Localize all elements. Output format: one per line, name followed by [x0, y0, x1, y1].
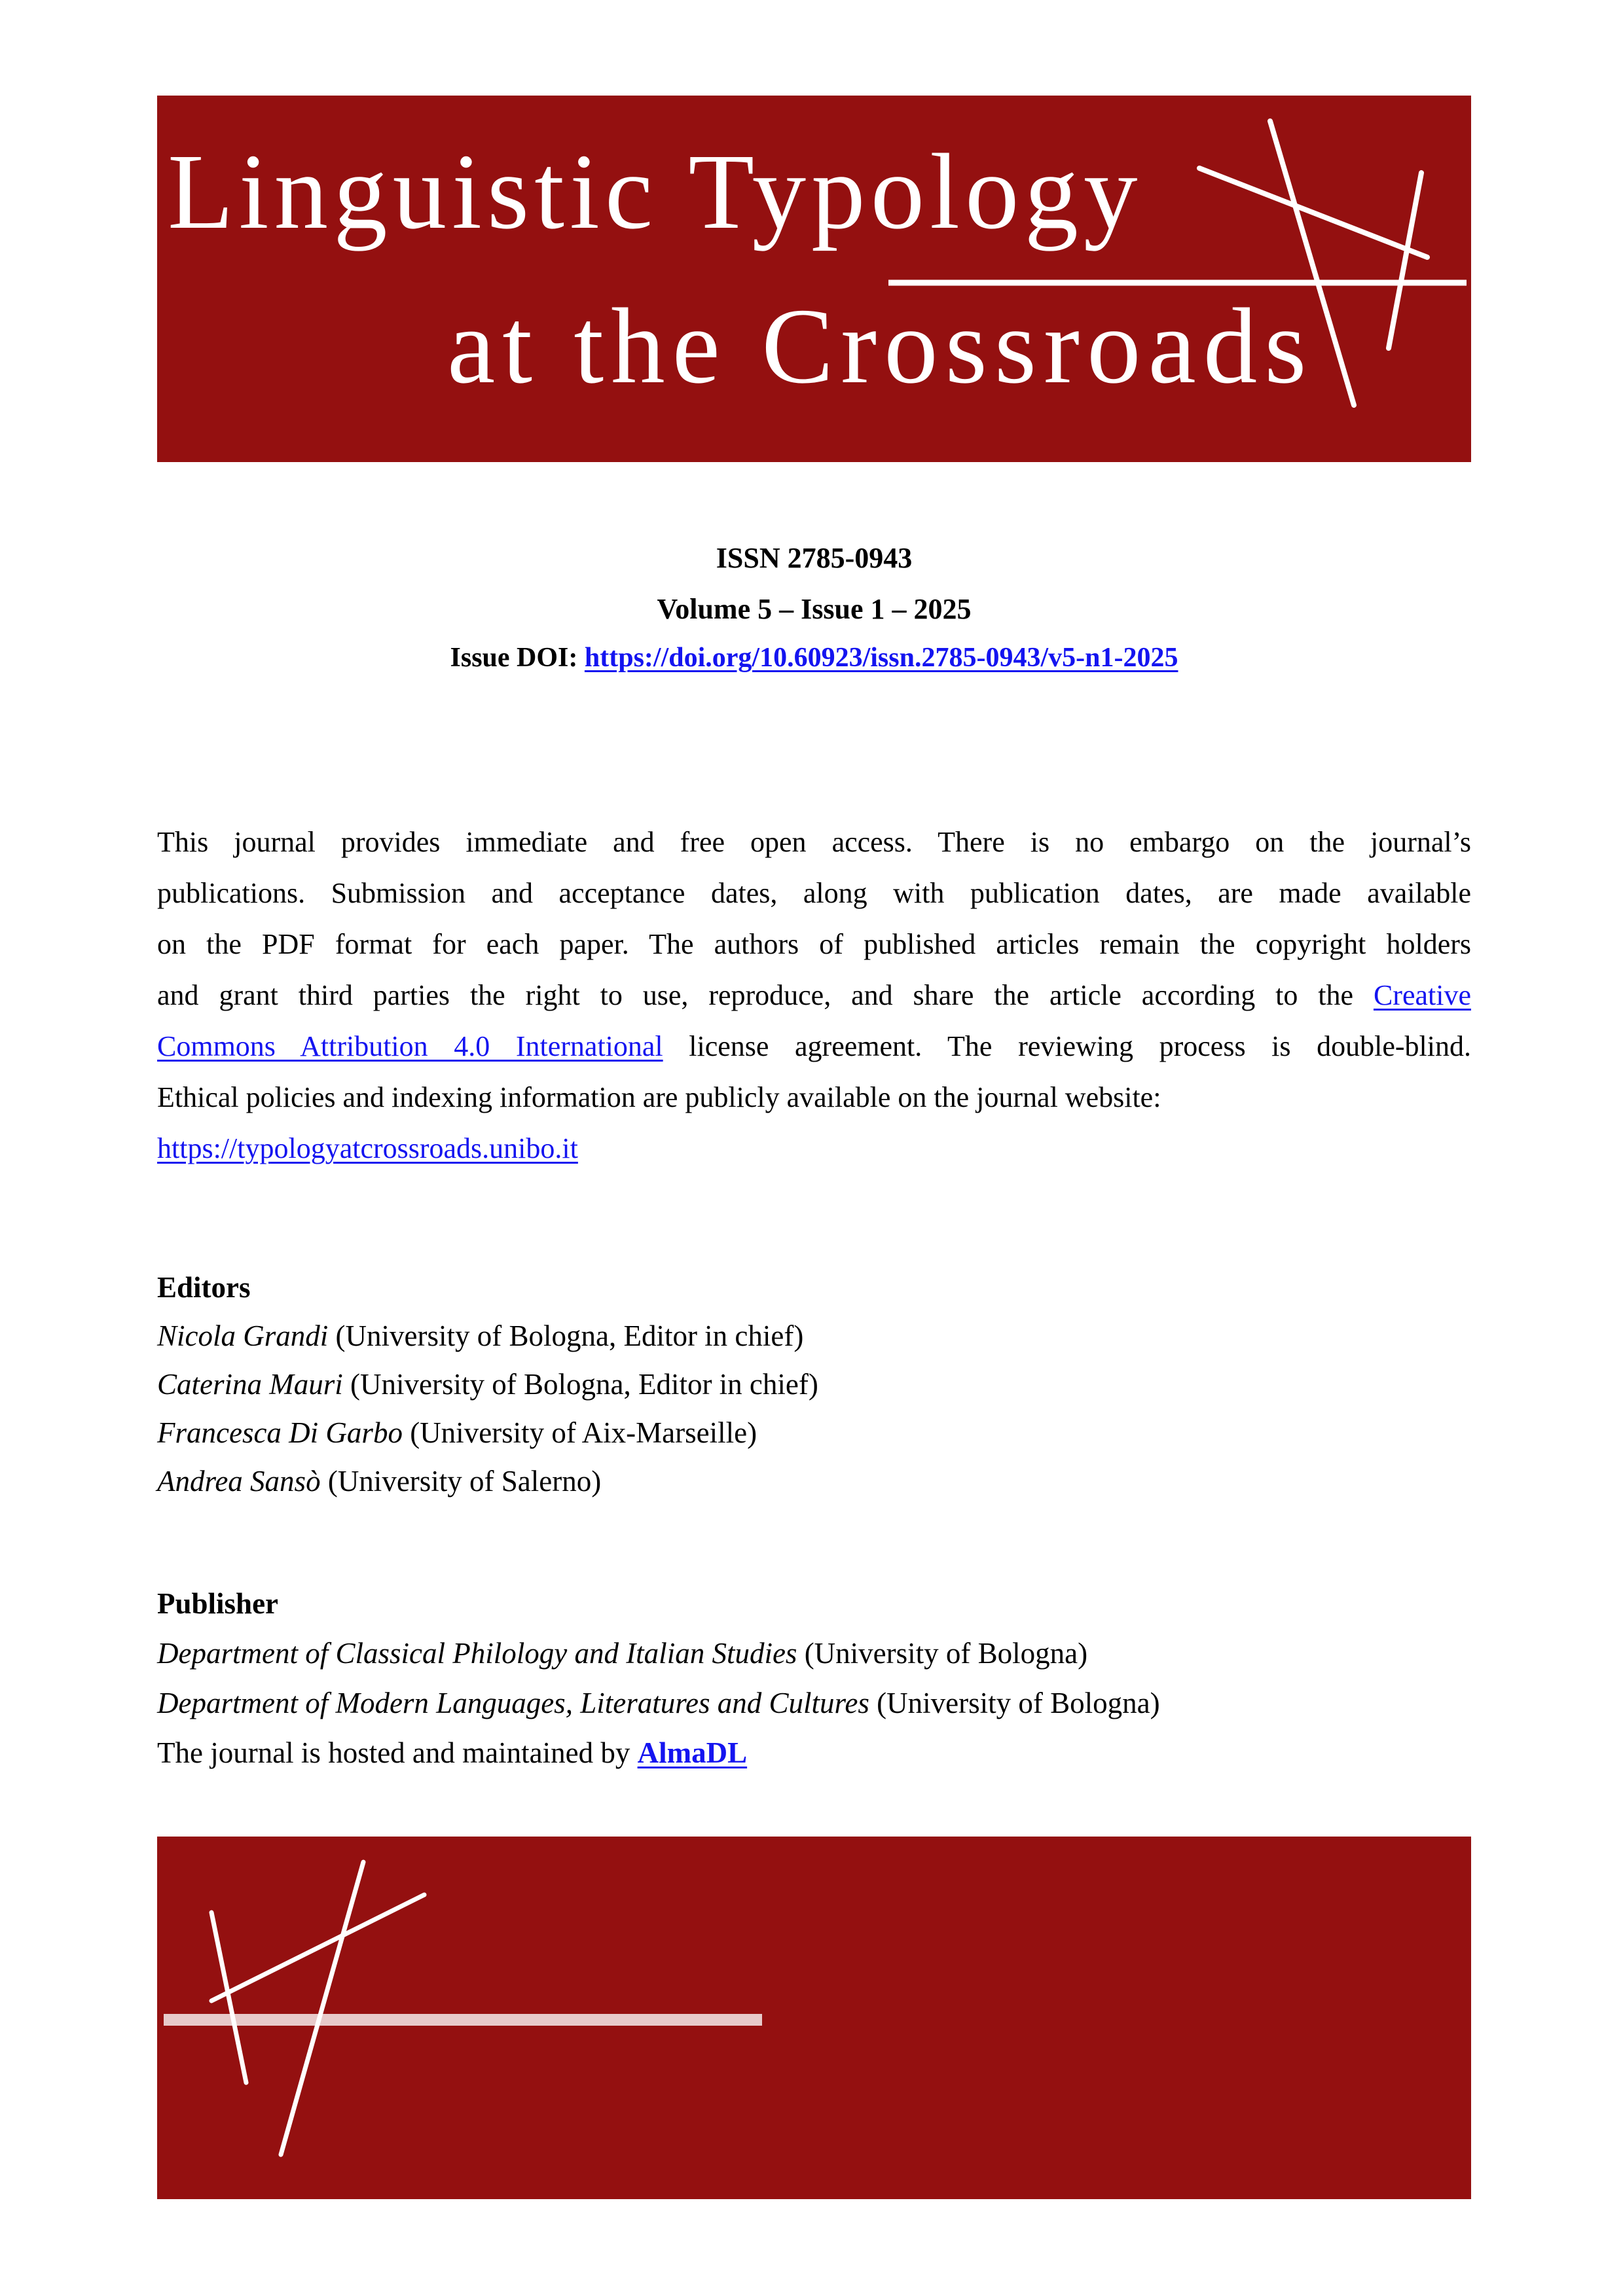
journal-title-line1: Linguistic Typology — [168, 132, 1143, 251]
doi-link[interactable]: https://doi.org/10.60923/issn.2785-0943/v5-n1-2025 — [584, 643, 1178, 673]
editors-section — [157, 1263, 1471, 1505]
editor-affiliation: (University of Salerno) — [320, 1465, 602, 1498]
editors-heading: Editors — [157, 1271, 251, 1304]
footer-band — [164, 2014, 762, 2026]
cc-license-link-part1[interactable]: Creative — [1373, 979, 1471, 1011]
statement-line: publications. Submission and acceptance dates, along with publication dates, are made available — [157, 877, 1471, 909]
editor-row — [157, 1312, 1471, 1360]
editor-row — [157, 1360, 1471, 1408]
publisher-row — [157, 1628, 1471, 1678]
statement-text: license agreement. The reviewing process is double-blind. — [663, 1030, 1471, 1062]
statement-line: on the PDF format for each paper. The authors of published articles remain the copyright holders — [157, 928, 1471, 960]
publisher-row — [157, 1678, 1471, 1728]
almadl-link[interactable]: AlmaDL — [637, 1736, 748, 1769]
journal-footer-banner — [157, 1837, 1471, 2199]
editor-affiliation: (University of Bologna, Editor in chief) — [328, 1319, 804, 1352]
editor-name: Andrea Sansò — [157, 1465, 321, 1498]
statement-line — [157, 970, 1471, 1021]
hosting-row — [157, 1728, 1471, 1778]
crossroads-logo-icon — [157, 1837, 1471, 2199]
publisher-name: Department of Modern Languages, Literatures and Cultures — [157, 1687, 869, 1719]
issue-doi-line — [157, 642, 1471, 673]
publisher-affiliation: (University of Bologna) — [869, 1687, 1160, 1719]
hosting-text: The journal is hosted and maintained by — [157, 1736, 638, 1769]
volume-issue-year: Volume 5 – Issue 1 – 2025 — [657, 593, 972, 625]
statement-line: This journal provides immediate and free open access. There is no embargo on the journal’s — [157, 826, 1471, 858]
open-access-statement — [157, 817, 1471, 1174]
journal-title-line2: at the Crossroads — [447, 286, 1314, 406]
issn-number: ISSN 2785-0943 — [716, 542, 913, 574]
statement-line — [157, 1021, 1471, 1072]
editor-name: Francesca Di Garbo — [157, 1416, 403, 1449]
journal-header-banner — [157, 96, 1471, 462]
editor-row — [157, 1408, 1471, 1457]
statement-line — [157, 1123, 1471, 1174]
publisher-affiliation: (University of Bologna) — [797, 1637, 1088, 1670]
issue-info — [157, 542, 1471, 699]
statement-line: Ethical policies and indexing information are publicly available on the journal website: — [157, 1081, 1161, 1113]
statement-text: and grant third parties the right to use, reproduce, and share the article according to the — [157, 979, 1374, 1011]
editor-name: Nicola Grandi — [157, 1319, 329, 1352]
editor-name: Caterina Mauri — [157, 1368, 343, 1401]
journal-website-link[interactable]: https://typologyatcrossroads.unibo.it — [157, 1132, 578, 1164]
editor-affiliation: (University of Aix-Marseille) — [402, 1416, 757, 1449]
editor-affiliation: (University of Bologna, Editor in chief) — [342, 1368, 818, 1401]
editor-row — [157, 1457, 1471, 1505]
doi-label: Issue DOI: — [450, 643, 585, 673]
publisher-name: Department of Classical Philology and Italian Studies — [157, 1637, 797, 1670]
publisher-section — [157, 1579, 1471, 1778]
cc-license-link-part2[interactable]: Commons Attribution 4.0 International — [157, 1030, 663, 1062]
publisher-heading: Publisher — [157, 1587, 279, 1620]
